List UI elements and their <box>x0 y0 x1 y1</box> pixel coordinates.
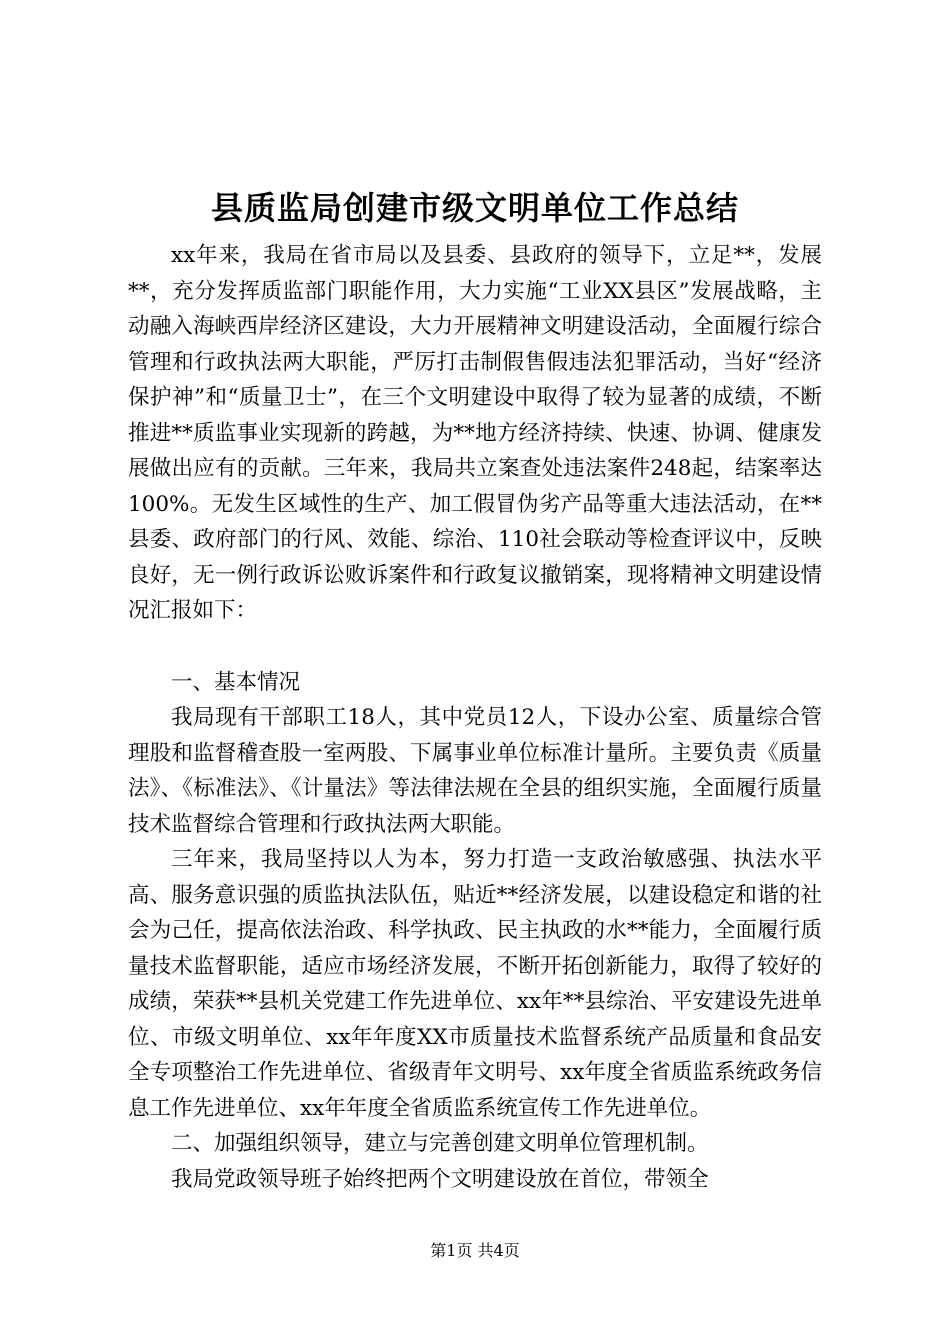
section-heading-basic-info: 一、基本情况 <box>171 669 301 695</box>
document-body <box>128 238 822 1197</box>
organization-paragraph: 我局党政领导班子始终把两个文明建设放在首位，带领全 <box>171 1166 709 1192</box>
intro-paragraph: xx年来，我局在省市局以及县委、县政府的领导下，立足**，发展**，充分发挥质监部门职能作用，大力实施“工业XX县区”发展战略，主动融入海峡西岸经济区建设，大力开展精神文明建设活动，全面履行综合管理和行政执法两大职能，严厉打击制假售假违法犯罪活动，当好“经济保护神”和“质量卫士”，在三个文明建设中取得了较为显著的成绩，不断推进**质监事业实现新的跨越，为**地方经济持续、快速、协调、健康发展做出应有的贡献。三年来，我局共立案查处违法案件248起，结案率达100%。无发生区域性的生产、加工假冒伪劣产品等重大违法活动，在**县委、政府部门的行风、效能、综治、110社会联动等检查评议中，反映良好，无一例行政诉讼败诉案件和行政复议撤销案，现将精神文明建设情况汇报如下： <box>128 243 822 623</box>
document-title: 县质监局创建市级文明单位工作总结 <box>210 189 739 227</box>
section-heading-organization: 二、加强组织领导，建立与完善创建文明单位管理机制。 <box>171 1131 709 1156</box>
page-footer: 第1页 共4页 <box>430 1241 520 1260</box>
basic-info-paragraph: 我局现有干部职工18人，其中党员12人，下设办公室、质量综合管理股和监督稽查股一室两股、下属事业单位标准计量所。主要负责《质量法》、《标准法》、《计量法》等法律法规在全县的组织实施，全面履行质量技术监督综合管理和行政执法两大职能。 <box>128 705 822 837</box>
achievements-paragraph: 三年来，我局坚持以人为本，努力打造一支政治敏感强、执法水平高、服务意识强的质监执法队伍，贴近**经济发展，以建设稳定和谐的社会为己任，提高依法治政、科学执政、民主执政的水**能力，全面履行质量技术监督职能，适应市场经济发展，不断开拓创新能力，取得了较好的成绩，荣获**县机关党建工作先进单位、xx年**县综治、平安建设先进单位、市级文明单位、xx年年度XX市质量技术监督系统产品质量和食品安全专项整治工作先进单位、省级青年文明号、xx年度全省质监系统政务信息工作先进单位、xx年年度全省质监系统宣传工作先进单位。 <box>128 847 822 1121</box>
